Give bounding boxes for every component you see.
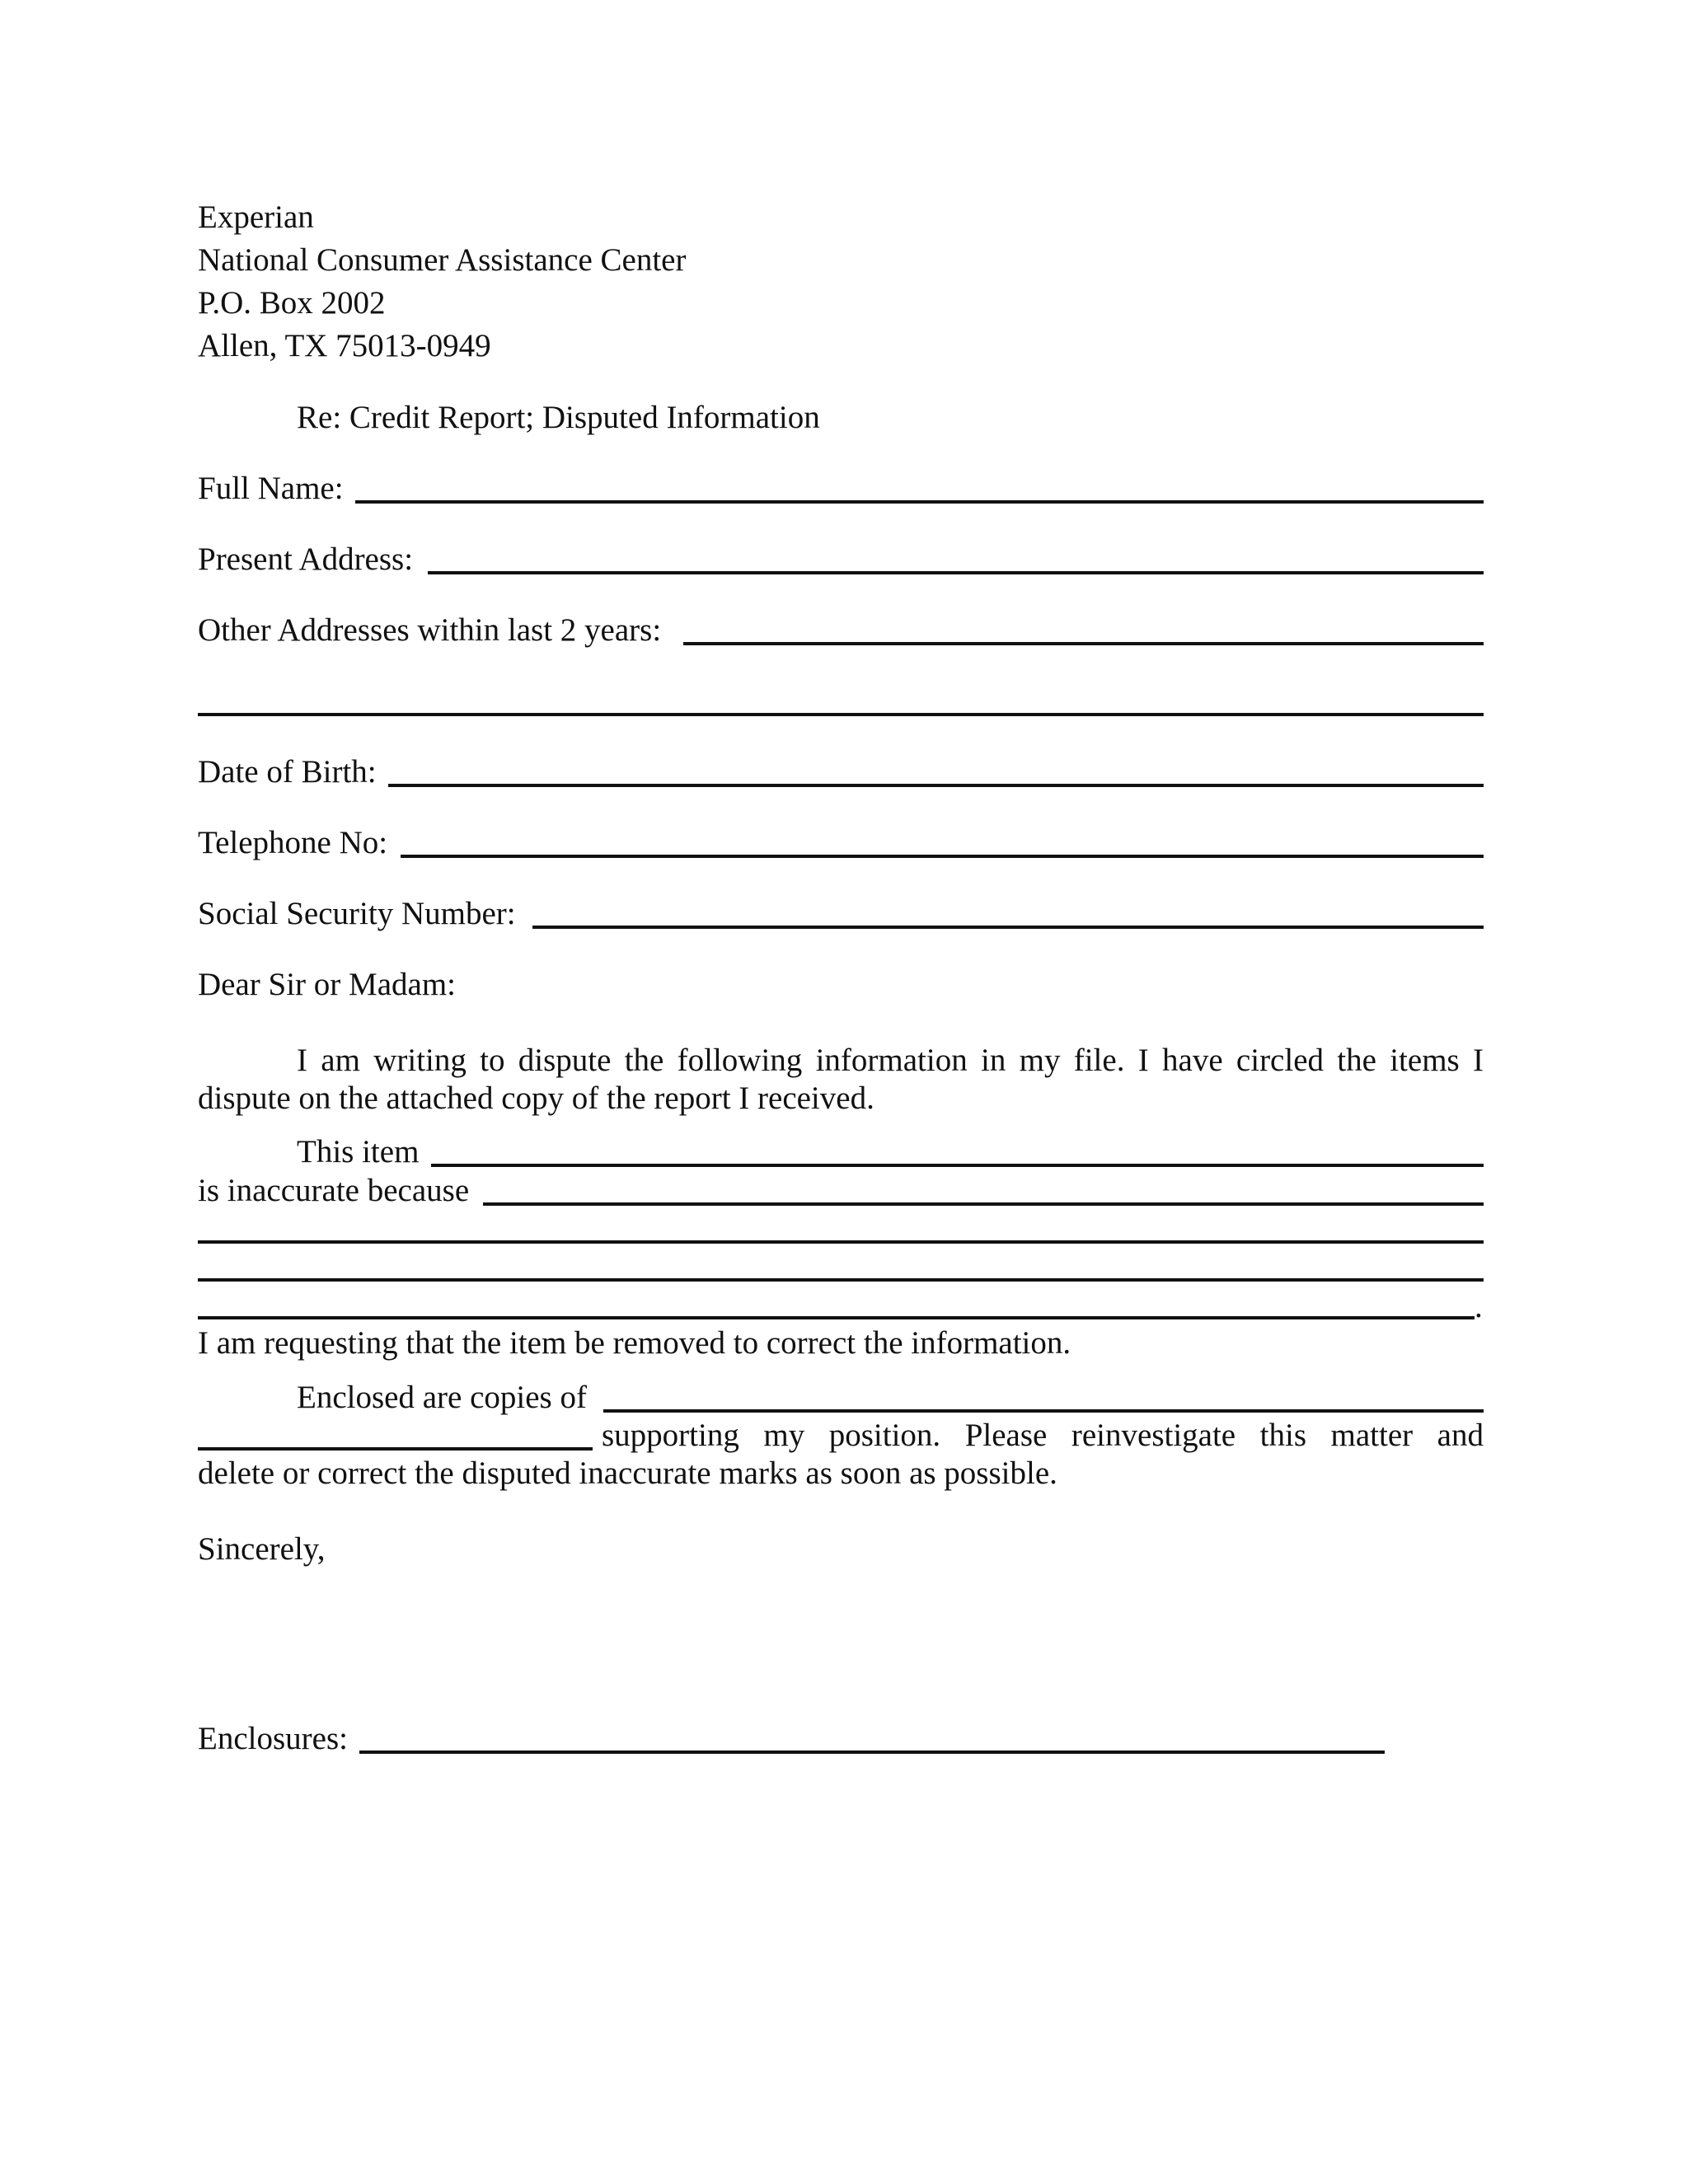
body-paragraph-1-line-2: dispute on the attached copy of the report I received. [198, 1080, 874, 1116]
body-paragraph-1-line-1: I am writing to dispute the following information in my file. I have circled the items I [297, 1043, 1484, 1078]
recipient-department: National Consumer Assistance Center [198, 242, 687, 278]
this-item-field[interactable] [431, 1164, 1484, 1167]
present-address-field[interactable] [428, 571, 1484, 574]
salutation: Dear Sir or Madam: [198, 967, 456, 1002]
recipient-po-box: P.O. Box 2002 [198, 285, 386, 321]
inaccurate-because-field[interactable] [483, 1202, 1484, 1206]
other-addresses-label: Other Addresses within last 2 years: [198, 612, 662, 648]
enclosed-copies-field[interactable] [603, 1409, 1484, 1413]
ssn-field[interactable] [532, 926, 1484, 929]
telephone-field[interactable] [401, 855, 1484, 858]
date-of-birth-label: Date of Birth: [198, 754, 377, 790]
enclosures-label: Enclosures: [198, 1721, 348, 1756]
supporting-position-text: supporting my position. Please reinvestigate this matter and [602, 1418, 1484, 1453]
recipient-name: Experian [198, 199, 314, 235]
present-address-label: Present Address: [198, 541, 414, 577]
inaccurate-reason-line-4[interactable] [198, 1316, 1475, 1319]
removal-request: I am requesting that the item be removed to correct the information. [198, 1325, 1071, 1361]
other-addresses-field-line2[interactable] [198, 713, 1484, 716]
enclosures-field[interactable] [359, 1750, 1385, 1754]
inaccurate-reason-line-3[interactable] [198, 1278, 1484, 1282]
enclosed-copies-label: Enclosed are copies of [297, 1380, 587, 1415]
ssn-label: Social Security Number: [198, 896, 516, 931]
date-of-birth-field[interactable] [388, 784, 1484, 787]
recipient-city-zip: Allen, TX 75013-0949 [198, 328, 491, 363]
this-item-label: This item [297, 1134, 420, 1169]
reason-period: . [1475, 1289, 1483, 1324]
closing: Sincerely, [198, 1531, 326, 1567]
inaccurate-reason-line-2[interactable] [198, 1240, 1484, 1244]
full-name-label: Full Name: [198, 471, 344, 506]
full-name-field[interactable] [355, 500, 1484, 504]
inaccurate-because-label: is inaccurate because [198, 1173, 470, 1208]
subject-line: Re: Credit Report; Disputed Information [297, 400, 820, 435]
enclosed-copies-field-line2[interactable] [198, 1447, 593, 1451]
delete-correct-text: delete or correct the disputed inaccurate marks as soon as possible. [198, 1455, 1057, 1491]
telephone-label: Telephone No: [198, 825, 388, 860]
other-addresses-field[interactable] [683, 642, 1484, 645]
